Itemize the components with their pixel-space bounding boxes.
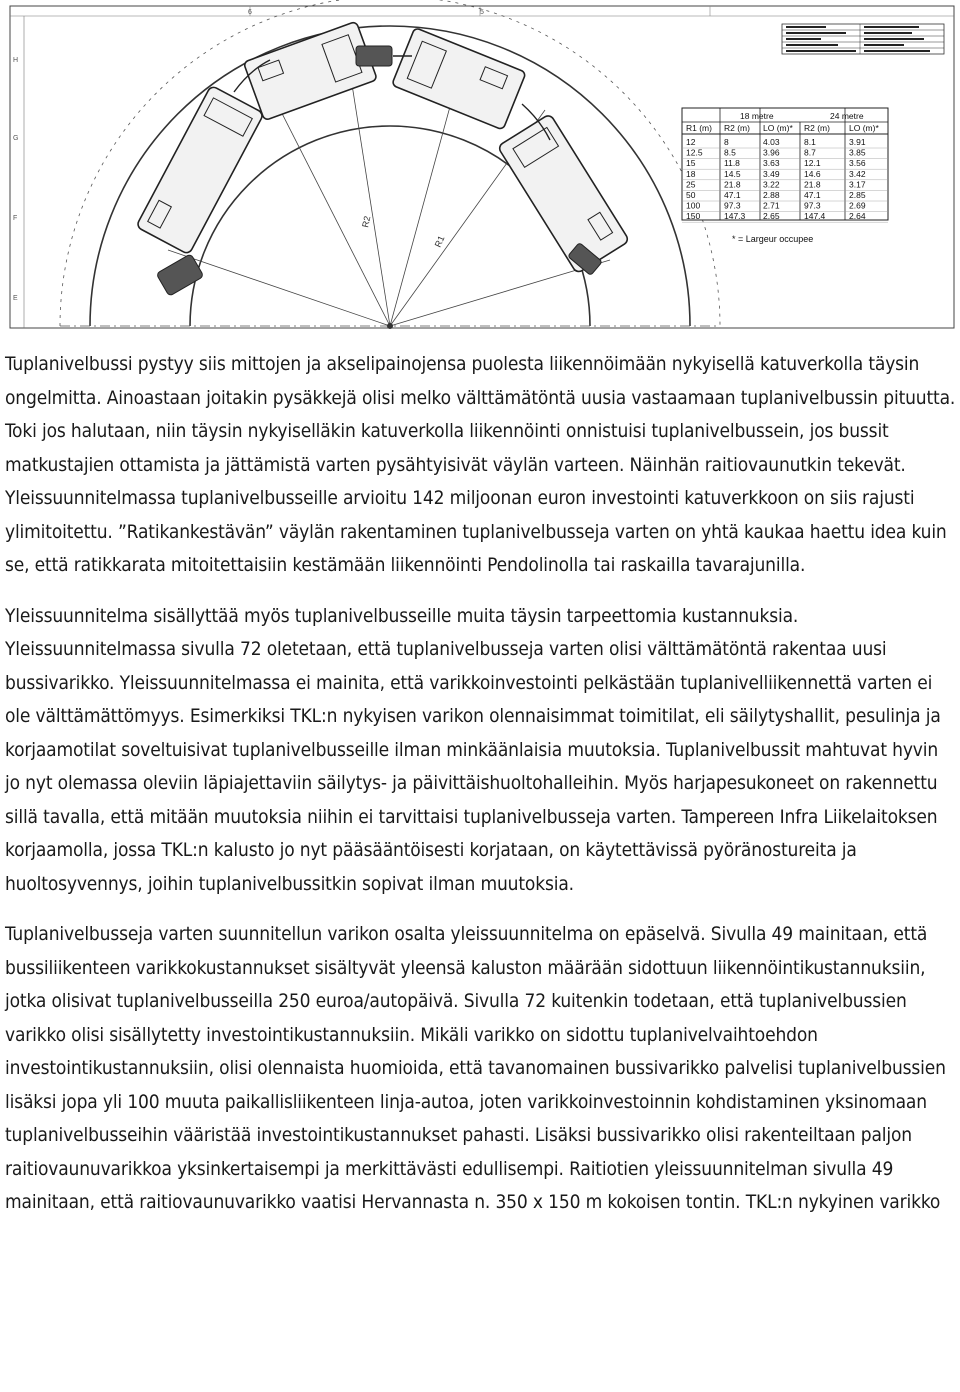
table-cell: 47.1 — [804, 190, 821, 200]
center-point — [387, 323, 393, 329]
table-cell: 97.3 — [724, 200, 741, 211]
svg-text:F: F — [13, 215, 18, 222]
title-block — [782, 24, 944, 54]
table-cell: 3.56 — [849, 158, 866, 169]
table-cell: 12 — [686, 137, 696, 147]
table-cell: 4.03 — [763, 137, 780, 147]
table-cell: 3.85 — [849, 147, 866, 158]
table-col-r1: R1 (m) — [686, 123, 712, 133]
table-cell: 3.49 — [763, 168, 780, 179]
table-col-r2-18: R2 (m) — [724, 123, 750, 133]
table-cell: 11.8 — [724, 158, 740, 169]
table-cell: 18 — [686, 168, 696, 179]
svg-text:H: H — [13, 57, 19, 64]
table-cell: 3.91 — [849, 137, 866, 147]
table-group-header-18: 18 metre — [740, 111, 774, 121]
turning-radius-drawing — [0, 0, 960, 330]
radius-label-r2: R2 — [360, 215, 373, 229]
svg-text:6: 6 — [248, 9, 252, 16]
table-cell: 3.22 — [763, 179, 780, 190]
table-cell: 97.3 — [804, 200, 821, 211]
table-cell: 12.1 — [804, 158, 821, 169]
table-cell: 47.1 — [724, 190, 741, 200]
table-cell: 3.17 — [849, 179, 866, 190]
table-cell: 2.85 — [849, 190, 866, 200]
radius-table — [682, 108, 888, 222]
table-cell: 25 — [686, 179, 696, 190]
table-col-lo-18: LO (m)* — [763, 123, 793, 133]
table-cell: 3.42 — [849, 168, 866, 179]
table-cell: 12.5 — [686, 147, 703, 158]
article-text — [5, 348, 957, 1237]
table-footnote: * = Largeur occupee — [732, 234, 814, 244]
svg-text:5: 5 — [480, 9, 484, 16]
table-cell: 2.64 — [849, 211, 866, 222]
table-cell: 8.5 — [724, 147, 736, 158]
table-cell: 3.63 — [763, 158, 780, 169]
table-cell: 21.8 — [724, 179, 741, 190]
paragraph: Tuplanivelbussi pystyy siis mittojen ja akselipainojensa puolesta liikennöimään nykyisellä katuverkolla täysin ongelmitta. Ainoastaan joitakin pysäkkejä olisi melko välttämätöntä uusia vastaamaan tuplanivelbussin pituutta. Toki jos halutaan, niin täysin nykyiselläkin katuverkolla liikennöinti onnistuisi tuplanivelbussein, jos bussit matkustajien ottamista ja jättämistä varten pysähtyisivät väylän varteen. Näinhän raitiovaunutkin tekevät. Yleissuunnitelmassa tuplanivelbusseille arvioitu 142 miljoonan euron investointi katuverkkoon on siis rajusti ylimitoitettu. ”Ratikankestävän” väylän rakentaminen tuplanivelbusseja varten on yhtä kaukaa haettu idea kuin se, että ratikkarata mitoitettaisiin kestämään liikennöinti Pendolinolla tai raskailla tavarajunilla. — [5, 353, 956, 576]
table-group-header-24: 24 metre — [830, 111, 864, 121]
table-cell: 8 — [724, 137, 729, 147]
table-col-lo-24: LO (m)* — [849, 123, 879, 133]
radius-label-r1: R1 — [432, 234, 447, 249]
table-cell: 14.5 — [724, 168, 741, 179]
table-cell: 2.71 — [763, 200, 780, 211]
table-cell: 147.4 — [804, 211, 826, 222]
paragraph: Yleissuunnitelma sisällyttää myös tuplanivelbusseille muita täysin tarpeettomia kustannuksia. Yleissuunnitelmassa sivulla 72 oletetaan, että tuplanivelbusseja varten olisi välttämätöntä rakentaa uusi bussivarikko. Yleissuunnitelmassa ei mainita, että varikkoinvestointi pelkästään tuplanivelliikennettä varten ei ole välttämättömyys. Esimerkiksi TKL:n nykyisen varikon olennaisimmat toimitilat, eli säilytyshallit, pesulinja ja korjaamotilat soveltuisivat tuplanivelbusseille ilman minkäänlaisia muutoksia. Tuplanivelbussit mahtuvat hyvin jo nyt olemassa oleviin läpiajettaviin säilytys- ja päivittäishuoltohalleihin. Myös harjapesukoneet on rakennettu sillä tavalla, että mitään muutoksia niihin ei tarvittaisi tuplanivelbusseja varten. Tampereen Infra Liikelaitoksen korjaamolla, jossa TKL:n kalusto jo nyt pääsääntöisesti korjataan, on käytettävissä pyöränostureita ja huoltosyvennys, joihin tuplanivelbussitkin sopivat ilman muutoksia. — [5, 604, 941, 895]
table-cell: 50 — [686, 190, 696, 200]
table-cell: 21.8 — [804, 179, 821, 190]
table-cell: 15 — [686, 158, 696, 169]
table-cell: 2.65 — [763, 211, 780, 222]
table-cell: 14.6 — [804, 168, 821, 179]
table-cell: 3.96 — [763, 147, 780, 158]
svg-text:E: E — [13, 295, 18, 302]
table-cell: 8.7 — [804, 147, 816, 158]
table-col-r2-24: R2 (m) — [804, 123, 830, 133]
table-cell: 150 — [686, 211, 701, 222]
table-cell: 8.1 — [804, 137, 816, 147]
paragraph: Tuplanivelbusseja varten suunnitellun varikon osalta yleissuunnitelma on epäselvä. Sivulla 49 mainitaan, että bussiliikenteen varikkokustannukset sisältyvät yleensä kaluston määrään sidottuun liikennöintikustannuksiin, jotka olisivat tuplanivelbusseilla 250 euroa/autopäivä. Sivulla 72 kuitenkin todetaan, että tuplanivelbussien varikko olisi sisällytetty investointikustannuksiin. Mikäli varikko on sidottu tuplanivelvaihtoehdon investointikustannuksiin, olisi olennaista huomioida, että tavanomainen bussivarikko palvelisi tuplanivelbussien lisäksi jopa yli 100 muuta paikallisliikenteen linja-autoa, joten varikkoinvestoinnin kohdistaminen yksinomaan tuplanivelbusseihin vääristää investointikustannukset pahasti. Lisäksi bussivarikko olisi rakenteiltaan paljon raitiovaunuvarikkoa yksinkertaisempi ja merkittävästi edullisempi. Raitiotien yleissuunnitelman sivulla 49 mainitaan, että raitiovaunuvarikko vaatisi Hervannasta n. 350 x 150 m kokoisen tontin. TKL:n nykyinen varikko — [5, 923, 946, 1213]
table-cell: 147.3 — [724, 211, 746, 222]
svg-text:G: G — [13, 135, 19, 142]
table-cell: 2.69 — [849, 200, 866, 211]
table-cell: 100 — [686, 200, 701, 211]
table-cell: 2.88 — [763, 190, 780, 200]
